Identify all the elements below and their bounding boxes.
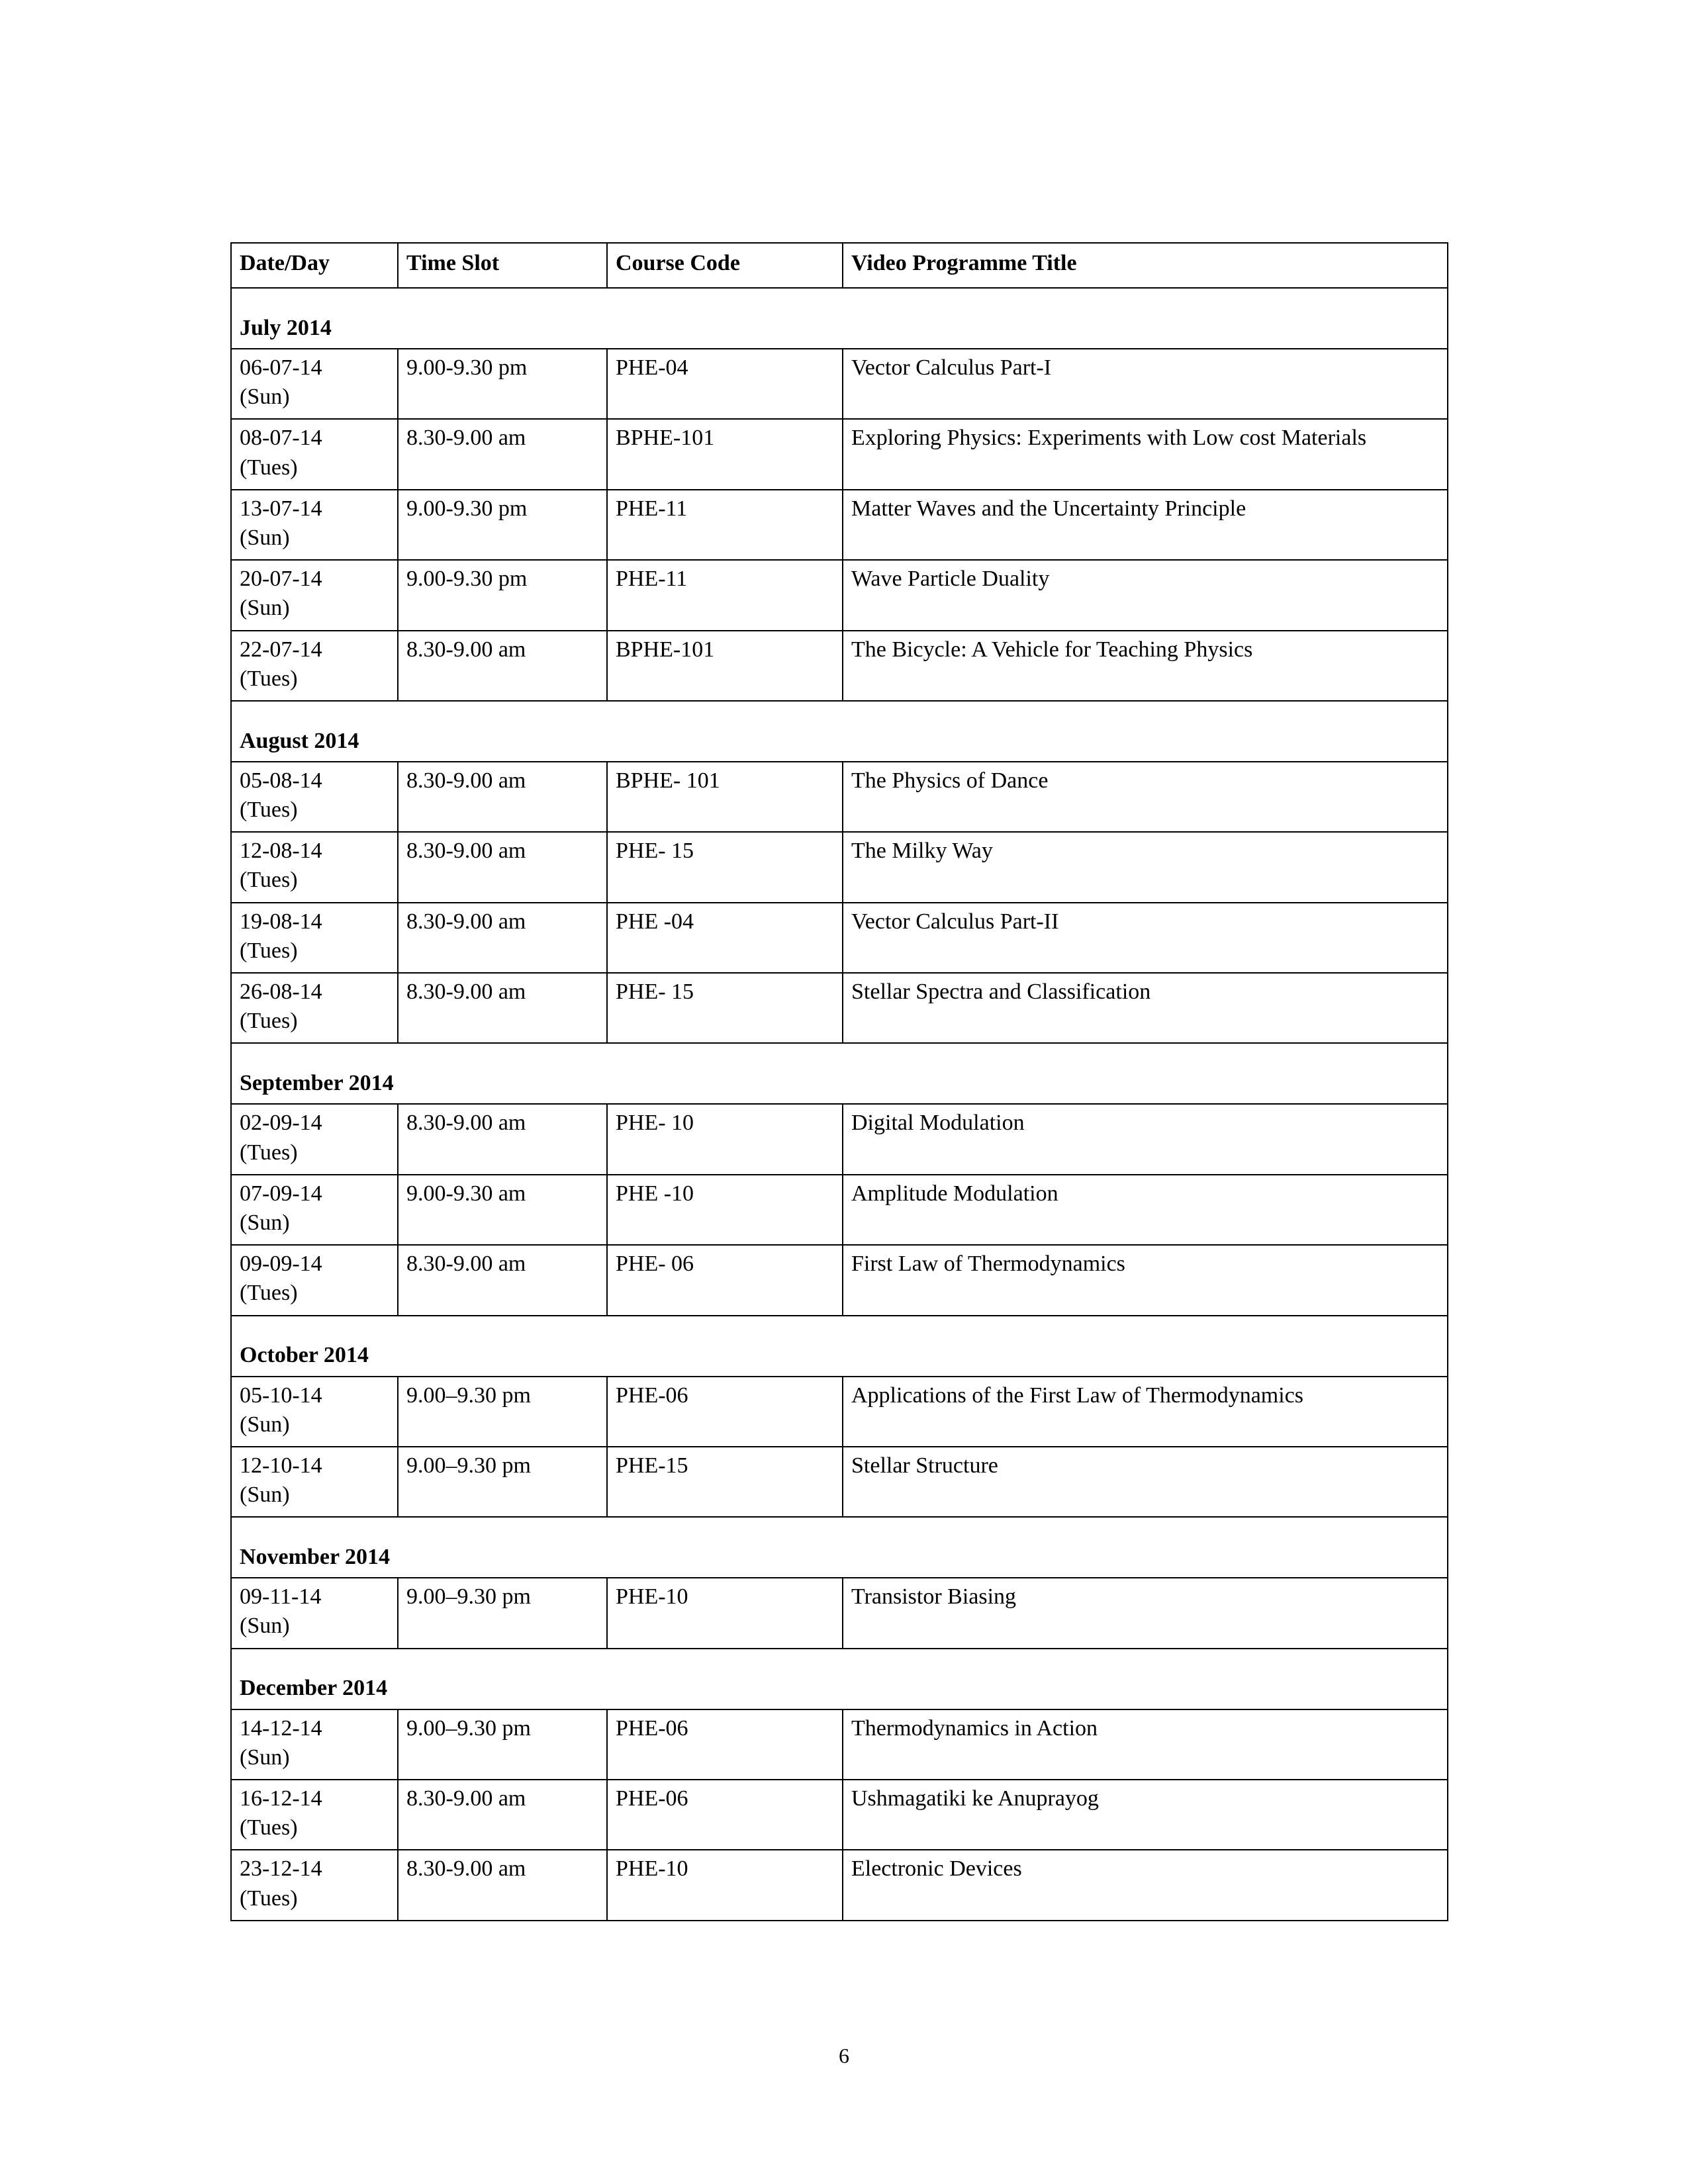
- cell-video-programme-title: Matter Waves and the Uncertainty Principle: [843, 490, 1448, 560]
- cell-video-programme-title: Stellar Spectra and Classification: [843, 973, 1448, 1043]
- cell-course-code: PHE- 15: [607, 973, 843, 1043]
- table-row: [231, 349, 1448, 419]
- month-label: July 2014: [231, 288, 1448, 349]
- cell-time-slot: 9.00–9.30 pm: [398, 1709, 607, 1780]
- date-value: 19-08-14: [240, 909, 322, 934]
- month-section-header-row: [231, 1316, 1448, 1377]
- cell-course-code: PHE -04: [607, 903, 843, 973]
- cell-date-day: [231, 631, 398, 701]
- cell-time-slot: 8.30-9.00 am: [398, 762, 607, 832]
- cell-course-code: BPHE-101: [607, 631, 843, 701]
- cell-course-code: PHE-15: [607, 1447, 843, 1517]
- month-section-header-row: [231, 1649, 1448, 1709]
- table-header-row: [231, 243, 1448, 288]
- cell-time-slot: 9.00–9.30 pm: [398, 1377, 607, 1447]
- cell-date-day: [231, 560, 398, 630]
- cell-video-programme-title: Applications of the First Law of Thermodynamics: [843, 1377, 1448, 1447]
- day-value: (Tues): [240, 1009, 298, 1034]
- table-row: [231, 1175, 1448, 1245]
- day-value: (Tues): [240, 455, 298, 480]
- cell-video-programme-title: Vector Calculus Part-I: [843, 349, 1448, 419]
- column-header-course-code: Course Code: [607, 243, 843, 288]
- cell-video-programme-title: Thermodynamics in Action: [843, 1709, 1448, 1780]
- cell-course-code: PHE-10: [607, 1850, 843, 1920]
- date-value: 09-09-14: [240, 1251, 322, 1277]
- month-label: November 2014: [231, 1517, 1448, 1578]
- date-value: 12-10-14: [240, 1453, 322, 1478]
- cell-time-slot: 8.30-9.00 am: [398, 903, 607, 973]
- schedule-table: [230, 242, 1448, 1921]
- day-value: (Tues): [240, 797, 298, 823]
- cell-time-slot: 9.00–9.30 pm: [398, 1447, 607, 1517]
- cell-date-day: [231, 1850, 398, 1920]
- table-row: [231, 419, 1448, 489]
- day-value: (Sun): [240, 385, 290, 410]
- cell-course-code: PHE-10: [607, 1578, 843, 1648]
- cell-video-programme-title: The Physics of Dance: [843, 762, 1448, 832]
- cell-date-day: [231, 1709, 398, 1780]
- month-label: August 2014: [231, 701, 1448, 762]
- cell-time-slot: 8.30-9.00 am: [398, 1850, 607, 1920]
- cell-course-code: PHE-04: [607, 349, 843, 419]
- table-body: [231, 288, 1448, 1921]
- cell-date-day: [231, 903, 398, 973]
- cell-time-slot: 8.30-9.00 am: [398, 973, 607, 1043]
- month-label: October 2014: [231, 1316, 1448, 1377]
- day-value: (Sun): [240, 525, 290, 550]
- cell-course-code: PHE-06: [607, 1377, 843, 1447]
- cell-date-day: [231, 1578, 398, 1648]
- table-row: [231, 1578, 1448, 1648]
- table-row: [231, 631, 1448, 701]
- day-value: (Tues): [240, 938, 298, 963]
- month-label: December 2014: [231, 1649, 1448, 1709]
- month-section-header-row: [231, 1043, 1448, 1104]
- table-row: [231, 973, 1448, 1043]
- table-row: [231, 1377, 1448, 1447]
- cell-date-day: [231, 762, 398, 832]
- cell-video-programme-title: The Milky Way: [843, 832, 1448, 902]
- cell-date-day: [231, 490, 398, 560]
- table-row: [231, 903, 1448, 973]
- cell-date-day: [231, 349, 398, 419]
- month-section-header-row: [231, 1517, 1448, 1578]
- table-row: [231, 762, 1448, 832]
- date-value: 08-07-14: [240, 426, 322, 451]
- cell-time-slot: 8.30-9.00 am: [398, 419, 607, 489]
- cell-course-code: PHE- 10: [607, 1104, 843, 1174]
- table-row: [231, 832, 1448, 902]
- cell-date-day: [231, 1377, 398, 1447]
- page-number: 6: [839, 2044, 849, 2068]
- cell-date-day: [231, 1175, 398, 1245]
- cell-date-day: [231, 1447, 398, 1517]
- column-header-time-slot: Time Slot: [398, 243, 607, 288]
- day-value: (Tues): [240, 1886, 298, 1911]
- cell-course-code: PHE- 06: [607, 1245, 843, 1315]
- date-value: 13-07-14: [240, 496, 322, 521]
- cell-course-code: PHE- 15: [607, 832, 843, 902]
- cell-date-day: [231, 973, 398, 1043]
- day-value: (Sun): [240, 596, 290, 621]
- day-value: (Tues): [240, 666, 298, 691]
- cell-video-programme-title: First Law of Thermodynamics: [843, 1245, 1448, 1315]
- day-value: (Tues): [240, 1140, 298, 1165]
- cell-video-programme-title: Vector Calculus Part-II: [843, 903, 1448, 973]
- month-label: September 2014: [231, 1043, 1448, 1104]
- cell-video-programme-title: The Bicycle: A Vehicle for Teaching Physics: [843, 631, 1448, 701]
- day-value: (Sun): [240, 1210, 290, 1235]
- cell-video-programme-title: Amplitude Modulation: [843, 1175, 1448, 1245]
- table-row: [231, 490, 1448, 560]
- day-value: (Sun): [240, 1482, 290, 1508]
- date-value: 23-12-14: [240, 1856, 322, 1882]
- date-value: 05-08-14: [240, 768, 322, 793]
- cell-time-slot: 9.00-9.30 am: [398, 1175, 607, 1245]
- table-row: [231, 1850, 1448, 1920]
- date-value: 20-07-14: [240, 567, 322, 592]
- date-value: 09-11-14: [240, 1584, 322, 1610]
- cell-time-slot: 9.00–9.30 pm: [398, 1578, 607, 1648]
- column-header-date-day: Date/Day: [231, 243, 398, 288]
- cell-course-code: BPHE- 101: [607, 762, 843, 832]
- cell-time-slot: 8.30-9.00 am: [398, 832, 607, 902]
- day-value: (Tues): [240, 868, 298, 893]
- cell-time-slot: 8.30-9.00 am: [398, 1245, 607, 1315]
- table-row: [231, 1104, 1448, 1174]
- date-value: 14-12-14: [240, 1715, 322, 1741]
- date-value: 05-10-14: [240, 1383, 322, 1408]
- date-value: 07-09-14: [240, 1181, 322, 1206]
- date-value: 26-08-14: [240, 979, 322, 1004]
- cell-course-code: PHE -10: [607, 1175, 843, 1245]
- cell-date-day: [231, 1104, 398, 1174]
- date-value: 16-12-14: [240, 1786, 322, 1811]
- day-value: (Sun): [240, 1745, 290, 1770]
- table-row: [231, 1709, 1448, 1780]
- video-programme-schedule: [230, 242, 1447, 1921]
- table-row: [231, 1447, 1448, 1517]
- cell-video-programme-title: Stellar Structure: [843, 1447, 1448, 1517]
- table-row: [231, 1780, 1448, 1850]
- cell-date-day: [231, 419, 398, 489]
- cell-video-programme-title: Transistor Biasing: [843, 1578, 1448, 1648]
- table-row: [231, 1245, 1448, 1315]
- cell-date-day: [231, 832, 398, 902]
- cell-time-slot: 9.00-9.30 pm: [398, 490, 607, 560]
- cell-date-day: [231, 1780, 398, 1850]
- day-value: (Sun): [240, 1412, 290, 1437]
- month-section-header-row: [231, 288, 1448, 349]
- cell-date-day: [231, 1245, 398, 1315]
- cell-time-slot: 9.00-9.30 pm: [398, 349, 607, 419]
- month-section-header-row: [231, 701, 1448, 762]
- cell-course-code: PHE-06: [607, 1780, 843, 1850]
- day-value: (Tues): [240, 1815, 298, 1841]
- cell-course-code: BPHE-101: [607, 419, 843, 489]
- date-value: 02-09-14: [240, 1111, 322, 1136]
- cell-video-programme-title: Digital Modulation: [843, 1104, 1448, 1174]
- cell-video-programme-title: Electronic Devices: [843, 1850, 1448, 1920]
- date-value: 22-07-14: [240, 637, 322, 662]
- day-value: (Tues): [240, 1281, 298, 1306]
- table-header: [231, 243, 1448, 288]
- cell-course-code: PHE-11: [607, 490, 843, 560]
- cell-time-slot: 8.30-9.00 am: [398, 631, 607, 701]
- cell-video-programme-title: Exploring Physics: Experiments with Low cost Materials: [843, 419, 1448, 489]
- cell-video-programme-title: Wave Particle Duality: [843, 560, 1448, 630]
- cell-time-slot: 9.00-9.30 pm: [398, 560, 607, 630]
- cell-time-slot: 8.30-9.00 am: [398, 1104, 607, 1174]
- date-value: 12-08-14: [240, 839, 322, 864]
- cell-course-code: PHE-11: [607, 560, 843, 630]
- cell-video-programme-title: Ushmagatiki ke Anuprayog: [843, 1780, 1448, 1850]
- cell-time-slot: 8.30-9.00 am: [398, 1780, 607, 1850]
- cell-course-code: PHE-06: [607, 1709, 843, 1780]
- day-value: (Sun): [240, 1614, 290, 1639]
- column-header-video-title: Video Programme Title: [843, 243, 1448, 288]
- table-row: [231, 560, 1448, 630]
- date-value: 06-07-14: [240, 355, 322, 380]
